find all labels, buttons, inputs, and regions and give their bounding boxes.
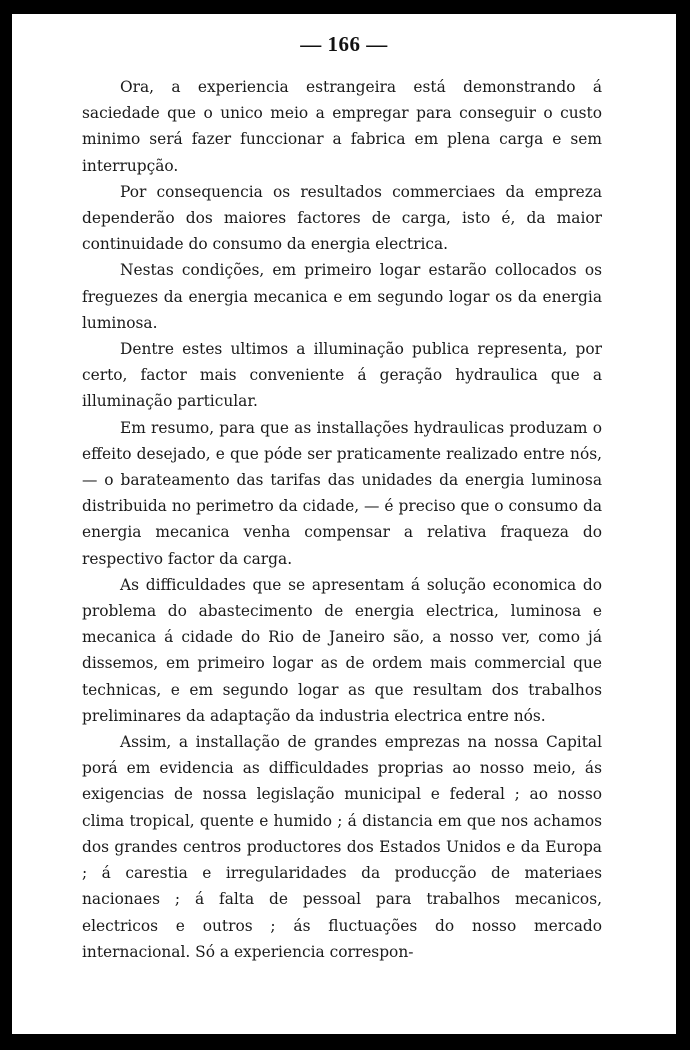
paragraph-3: Nestas condições, em primeiro logar estarão collocados os freguezes da energia mecanica e em segundo logar os da energia luminosa. [82, 261, 602, 332]
paragraph-7: Assim, a installação de grandes emprezas na nossa Capital porá em evidencia as difficuldades proprias ao nosso meio, ás exigencias de nossa legislação municipal e federal ; ao nosso clima tropical, quente e humido ; á distancia em que nos achamos dos grandes centros productores dos Estados Unidos e da Europa ; á carestia e irregularidades da producção de materiaes nacionaes ; á falta de pessoal para trabalhos mecanicos, electricos e outros ; ás fluctuações do nosso mercado internacional. Só a experiencia correspon- [82, 733, 602, 961]
paragraph-2: Por consequencia os resultados commerciaes da empreza dependerão dos maiores factores de carga, isto é, da maior continuidade do consumo da energia electrica. [82, 182, 602, 254]
paragraph-5: Em resumo, para que as installações hydraulicas produzam o effeito desejado, e que póde ser praticamente realizado entre nós, — o barateamento das tarifas das unidades da energia luminosa distribuida no perimetro da cidade, — é preciso que o consumo da energia mecanica venha compensar a relativa fraqueza do respectivo factor da carga. [82, 418, 602, 568]
page-number: — 166 — [300, 32, 388, 56]
body-text [82, 74, 602, 965]
paragraph-4: Dentre estes ultimos a illuminação publica representa, por certo, factor mais conveniente á geração hydraulica que a illuminação particular. [82, 340, 602, 411]
book-page [12, 14, 676, 1034]
paragraph-1: Ora, a experiencia estrangeira está demonstrando á saciedade que o unico meio a empregar para conseguir o custo minimo será fazer funccionar a fabrica em plena carga e sem interrupção. [82, 78, 602, 175]
paragraph-6: As difficuldades que se apresentam á solução economica do problema do abastecimento de energia electrica, luminosa e mecanica á cidade do Rio de Janeiro são, a nosso ver, como já dissemos, em primeiro logar as de ordem mais commercial que technicas, e em segundo logar as que resultam dos trabalhos preliminares da adaptação da industria electrica entre nós. [82, 575, 602, 725]
